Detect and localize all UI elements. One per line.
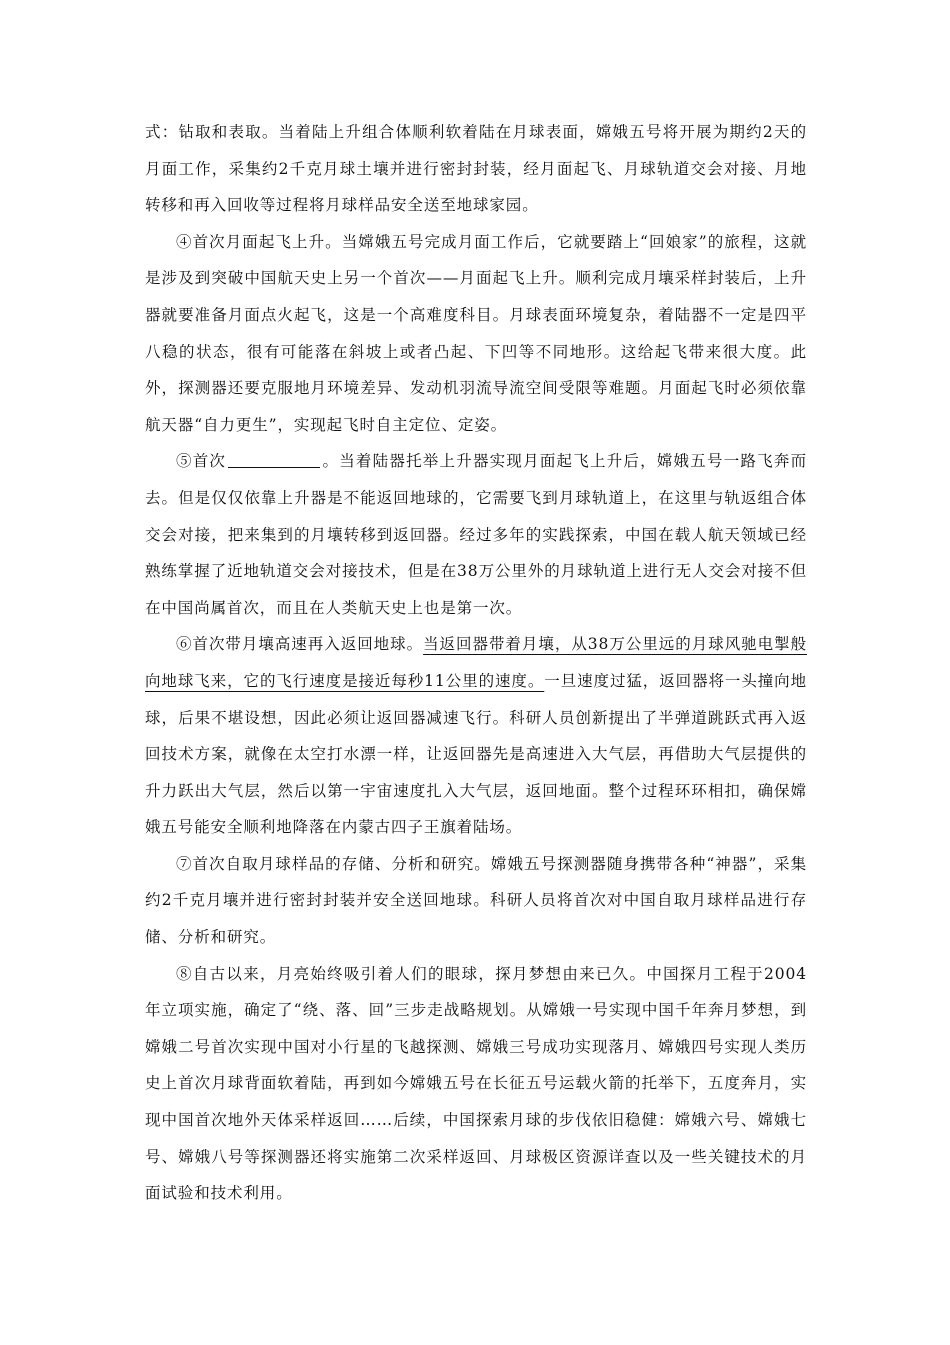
paragraph-6: [145, 626, 807, 846]
document-body: [145, 114, 807, 1212]
fill-in-blank: [228, 466, 320, 468]
paragraph-5-start: ⑤首次: [176, 452, 227, 471]
paragraph-6-rest: 一旦速度过猛，返回器将一头撞向地球，后果不堪设想，因此必须让返回器减速飞行。科研人员创新提出了半弹道跳跃式再入返回技术方案，就像在太空打水漂一样，让返回器先是高速进入大气层，再借助大气层提供的升力跃出大气层，然后以第一宇宙速度扎入大气层，返回地面。整个过程环环相扣，确保嫦娥五号能安全顺利地降落在内蒙古四子王旗着陆场。: [145, 671, 807, 837]
paragraph-6-start: ⑥首次带月壤高速再入返回地球。: [176, 635, 424, 654]
paragraph-continuation: 式：钻取和表取。当着陆上升组合体顺利软着陆在月球表面，嫦娥五号将开展为期约2天的月面工作，采集约2千克月球土壤并进行密封封装，经月面起飞、月球轨道交会对接、月地转移和再入回收等过程将月球样品安全送至地球家园。: [145, 123, 807, 215]
paragraph-8: ⑧自古以来，月亮始终吸引着人们的眼球，探月梦想由来已久。中国探月工程于2004年立项实施，确定了“绕、落、回”三步走战略规划。从嫦娥一号实现中国千年奔月梦想，到嫦娥二号首次实现中国对小行星的飞越探测、嫦娥三号成功实现落月、嫦娥四号实现人类历史上首次月球背面软着陆，再到如今嫦娥五号在长征五号运载火箭的托举下，五度奔月，实现中国首次地外天体采样返回……后续，中国探索月球的步伐依旧稳健：嫦娥六号、嫦娥七号、嫦娥八号等探测器还将实施第二次采样返回、月球极区资源详查以及一些关键技术的月面试验和技术利用。: [145, 964, 807, 1203]
paragraph-5-rest: 。当着陆器托举上升器实现月面起飞上升后，嫦娥五号一路飞奔而去。但是仅仅依靠上升器是不能返回地球的，它需要飞到月球轨道上，在这里与轨返组合体交会对接，把来集到的月壤转移到返回器。经过多年的实践探索，中国在载人航天领域已经熟练掌握了近地轨道交会对接技术，但是在38万公里外的月球轨道上进行无人交会对接不但在中国尚属首次，而且在人类航天史上也是第一次。: [145, 452, 807, 617]
underlined-sentence: 当返回器带着月壤，从38万公里远的月球风驰电掣般向地球飞来，它的飞行速度是接近每秒11公里的速度。: [145, 635, 807, 690]
paragraph-7: ⑦首次自取月球样品的存储、分析和研究。嫦娥五号探测器随身携带各种“神器”，采集约2千克月壤并进行密封封装并安全送回地球。科研人员将首次对中国自取月球样品进行存储、分析和研究。: [145, 854, 807, 947]
paragraph-4: ④首次月面起飞上升。当嫦娥五号完成月面工作后，它就要踏上“回娘家”的旅程，这就是涉及到突破中国航天史上另一个首次——月面起飞上升。顺利完成月壤采样封装后，上升器就要准备月面点火起飞，这是一个高难度科目。月球表面环境复杂，着陆器不一定是四平八稳的状态，很有可能落在斜坡上或者凸起、下凹等不同地形。这给起飞带来很大度。此外，探测器还要克服地月环境差异、发动机羽流导流空间受限等难题。月面起飞时必须依靠航天器“自力更生”，实现起飞时自主定位、定姿。: [145, 232, 807, 434]
paragraph-5: [145, 443, 807, 626]
